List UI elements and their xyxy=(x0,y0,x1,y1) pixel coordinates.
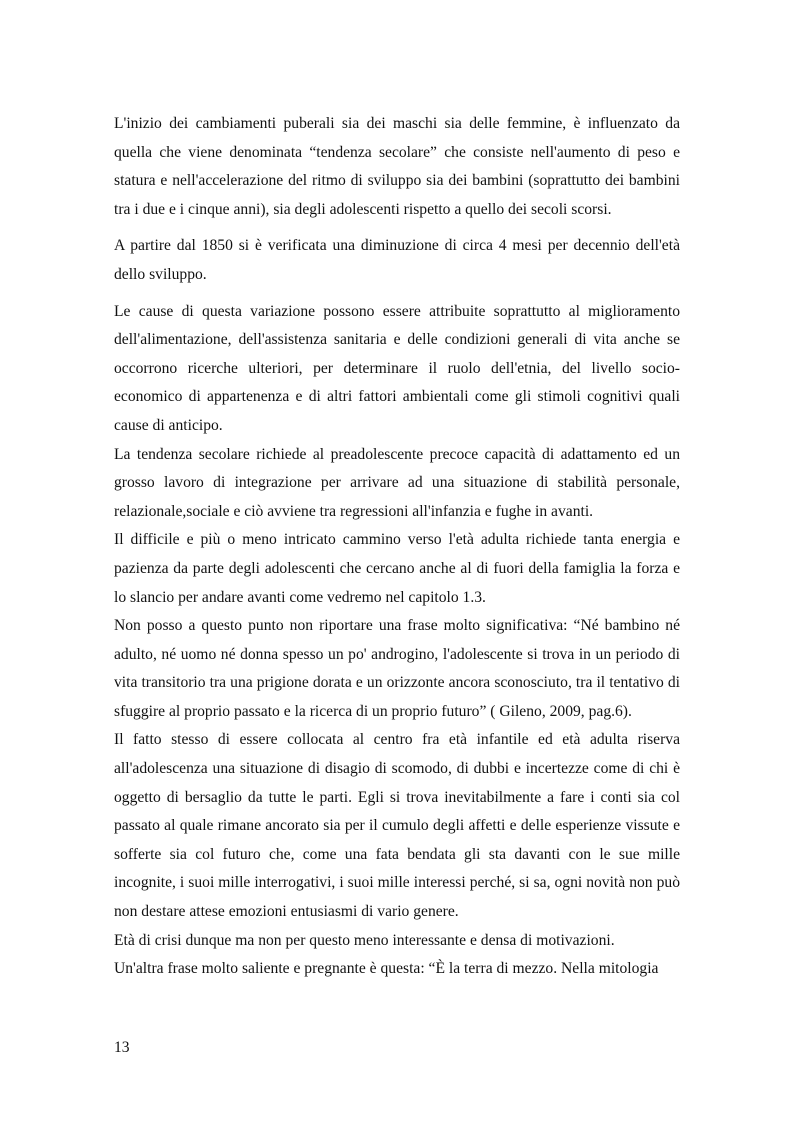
paragraph-4: La tendenza secolare richiede al preadolescente precoce capacità di adattamento ed un grosso lavoro di integrazione per arrivare ad una situazione di stabilità personale, relazionale,sociale e ciò avviene tra regressioni all'infanzia e fughe in avanti. xyxy=(114,445,680,520)
paragraph-2: A partire dal 1850 si è verificata una diminuzione di circa 4 mesi per decennio dell'età dello sviluppo. xyxy=(114,237,680,283)
paragraph-9: Un'altra frase molto saliente e pregnante è questa: “È la terra di mezzo. Nella mitologia xyxy=(114,960,659,978)
paragraph-5: Il difficile e più o meno intricato cammino verso l'età adulta richiede tanta energia e pazienza da parte degli adolescenti che cercano anche al di fuori della famiglia la forza e lo slancio per andare avanti come vedremo nel capitolo 1.3. xyxy=(114,531,680,606)
paragraph-7: Il fatto stesso di essere collocata al centro fra età infantile ed età adulta riserva all'adolescenza una situazione di disagio di scomodo, di dubbi e incertezze come di chi è oggetto di bersaglio da tutte le parti. Egli si trova inevitabilmente a fare i conti sia col passato al quale rimane ancorato sia per il cumulo degli affetti e delle esperienze vissute e sofferte sia col futuro che, come una fata bendata gli sta davanti con le sue mille incognite, i suoi mille interrogativi, i suoi mille interessi perché, si sa, ogni novità non può non destare attese emozioni entusiasmi di vario genere. xyxy=(114,731,680,921)
paragraph-1: L'inizio dei cambiamenti puberali sia dei maschi sia delle femmine, è influenzato da quella che viene denominata “tendenza secolare” che consiste nell'aumento di peso e statura e nell'accelerazione del ritmo di sviluppo sia dei bambini (soprattutto dei bambini tra i due e i cinque anni), sia degli adolescenti rispetto a quello dei secoli scorsi. xyxy=(114,115,680,218)
page-number: 13 xyxy=(114,1039,130,1056)
paragraph-6: Non posso a questo punto non riportare una frase molto significativa: “Né bambino né adulto, né uomo né donna spesso un po' androgino, l'adolescente si trova in un periodo di vita transitorio tra una prigione dorata e un orizzonte ancora sconosciuto, tra il tentativo di sfuggire al proprio passato e la ricerca di un proprio futuro” ( Gileno, 2009, pag.6). xyxy=(114,617,680,720)
paragraph-3: Le cause di questa variazione possono essere attribuite soprattutto al miglioramento dell'alimentazione, dell'assistenza sanitaria e delle condizioni generali di vita anche se occorrono ricerche ulteriori, per determinare il ruolo dell'etnia, del livello socio-economico di appartenenza e di altri fattori ambientali come gli stimoli cognitivi quali cause di anticipo. xyxy=(114,302,680,434)
document-body xyxy=(114,110,680,984)
paragraph-8: Età di crisi dunque ma non per questo meno interessante e densa di motivazioni. xyxy=(114,931,615,949)
